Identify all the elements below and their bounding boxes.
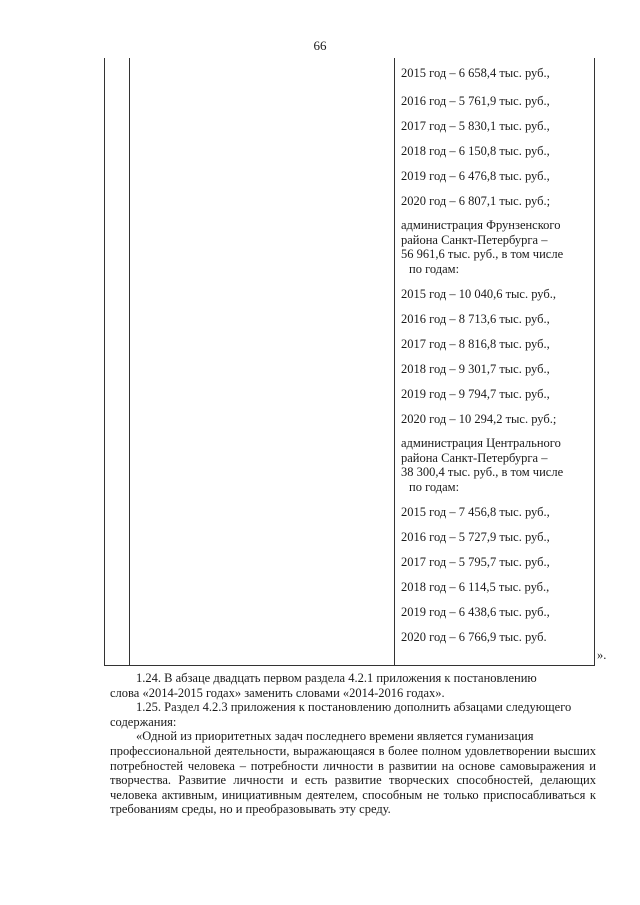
funding-line: 2017 год – 5 830,1 тыс. руб., xyxy=(401,119,550,134)
table-column-divider xyxy=(129,58,130,665)
admin-line: администрация Центрального xyxy=(401,436,561,450)
funding-line: 2017 год – 8 816,8 тыс. руб., xyxy=(401,337,550,352)
admin-line: по годам: xyxy=(409,479,460,494)
funding-line: 2019 год – 6 438,6 тыс. руб., xyxy=(401,605,550,620)
admin-line: района Санкт-Петербурга – xyxy=(401,232,548,247)
frunzensky-admin-block xyxy=(401,214,590,282)
admin-line: района Санкт-Петербурга – xyxy=(401,450,548,465)
funding-line: 2017 год – 5 795,7 тыс. руб., xyxy=(401,555,550,570)
table-column-divider xyxy=(394,58,395,665)
funding-line: 2019 год – 9 794,7 тыс. руб., xyxy=(401,387,550,402)
admin-line: администрация Фрунзенского xyxy=(401,218,561,232)
paragraph-1-25: 1.25. Раздел 4.2.3 приложения к постановлению дополнить абзацами следующего xyxy=(136,700,572,715)
admin-line: по годам: xyxy=(409,261,460,276)
paragraph-1-24: 1.24. В абзаце двадцать первом раздела 4.2.1 приложения к постановлению xyxy=(136,671,537,685)
funding-cell xyxy=(401,58,590,650)
funding-line: 2019 год – 6 476,8 тыс. руб., xyxy=(401,169,550,184)
paragraph-quote-cont: профессиональной деятельности, выражающаяся в более полном удовлетворении высших потребностей человека – потребности личности в развитии на основе самовыражения и творчества. Развитие личности и есть развитие творческих способностей, делающих человека активным, инициативным деятелем, способным не только приспосабливаться к требованиям среды, но и преобразовывать эту среду. xyxy=(110,743,596,817)
funding-table xyxy=(104,58,595,666)
admin-line: 38 300,4 тыс. руб., в том числе xyxy=(401,465,564,479)
funding-line: 2018 год – 6 114,5 тыс. руб., xyxy=(401,580,550,595)
funding-line: 2018 год – 9 301,7 тыс. руб., xyxy=(401,362,550,377)
funding-line: 2016 год – 5 761,9 тыс. руб., xyxy=(401,94,550,109)
closing-quote: ». xyxy=(597,648,607,662)
paragraph-1-24-cont: слова «2014-2015 годах» заменить словами «2014-2016 годах». xyxy=(110,685,445,700)
body-text xyxy=(110,671,596,817)
page-number: 66 xyxy=(313,38,327,53)
funding-line: 2015 год – 10 040,6 тыс. руб., xyxy=(401,287,557,302)
funding-line: 2020 год – 6 807,1 тыс. руб.; xyxy=(401,194,551,209)
paragraph-quote: «Одной из приоритетных задач последнего времени является гуманизация xyxy=(136,729,534,744)
admin-line: 56 961,6 тыс. руб., в том числе xyxy=(401,247,564,261)
funding-line: 2020 год – 6 766,9 тыс. руб. xyxy=(401,630,547,645)
paragraph-1-25-cont: содержания: xyxy=(110,714,177,729)
funding-line: 2015 год – 6 658,4 тыс. руб., xyxy=(401,66,550,81)
funding-line: 2016 год – 8 713,6 тыс. руб., xyxy=(401,312,550,327)
funding-line: 2015 год – 7 456,8 тыс. руб., xyxy=(401,505,550,520)
funding-line: 2016 год – 5 727,9 тыс. руб., xyxy=(401,530,550,545)
funding-line: 2018 год – 6 150,8 тыс. руб., xyxy=(401,144,550,159)
funding-line: 2020 год – 10 294,2 тыс. руб.; xyxy=(401,412,557,427)
central-admin-block xyxy=(401,432,590,500)
